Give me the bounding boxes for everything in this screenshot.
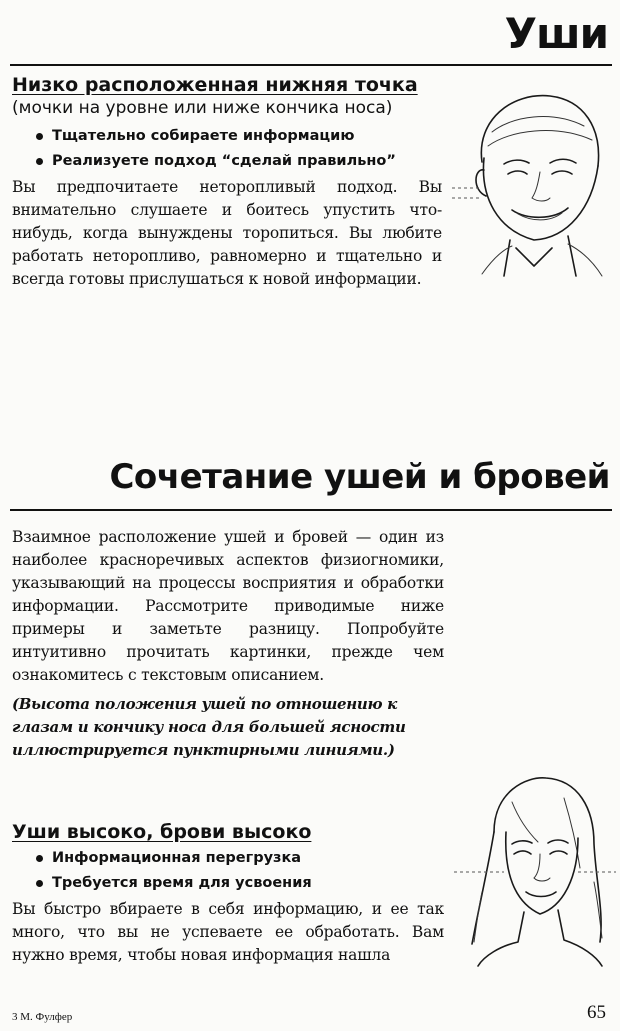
- list-item: Информационная перегрузка: [12, 846, 444, 871]
- section-high: [12, 820, 444, 967]
- page-number: 65: [587, 1002, 606, 1023]
- list-item: Реализуете подход “сделай правильно”: [12, 149, 442, 174]
- man-portrait-illustration: [452, 80, 612, 280]
- section-high-bullets: [12, 846, 444, 896]
- section-high-heading: Уши высоко, брови высоко: [12, 821, 312, 843]
- section-high-body: Вы быстро вбираете в себя информацию, и ее так много, что вы не успеваете ее обработать. Вам нужно время, чтобы новая информация нашла: [12, 900, 444, 964]
- section-combo-title: Сочетание ушей и бровей: [109, 457, 610, 497]
- woman-portrait-illustration: [454, 772, 616, 968]
- section-low-bullets: [12, 124, 442, 174]
- top-rule: [10, 64, 612, 66]
- section-low-body: Вы предпочитаете неторопливый подход. Вы внимательно слушаете и боитесь упустить что-нибудь, когда вынуждены торопиться. Вы любите работать неторопливо, равномерно и тщательно и всегда готовы прислушаться к новой информации.: [12, 178, 442, 288]
- list-item: Требуется время для усвоения: [12, 871, 444, 896]
- section-low-heading: Низко расположенная нижняя точка: [12, 74, 418, 96]
- mid-rule: [10, 509, 612, 511]
- list-item: Тщательно собираете информацию: [12, 124, 442, 149]
- section-combo: [12, 526, 444, 762]
- section-combo-note: (Высота положения ушей по отношению к глазам и кончику носа для большей ясности иллюстрируется пунктирными линиями.): [12, 695, 406, 759]
- section-combo-body: Взаимное расположение ушей и бровей — один из наиболее красноречивых аспектов физиогномики, указывающий на процессы восприятия и обработки информации. Рассмотрите приводимые ниже примеры и заметьте разницу. Попробуйте интуитивно прочитать картинки, прежде чем ознакомитесь с текстовым описанием.: [12, 528, 444, 684]
- section-low-paren: (мочки на уровне или ниже кончика носа): [12, 98, 393, 118]
- footer-signature: 3 М. Фулфер: [12, 1011, 73, 1023]
- chapter-title: Уши: [504, 9, 608, 58]
- section-low-ears: [12, 73, 442, 291]
